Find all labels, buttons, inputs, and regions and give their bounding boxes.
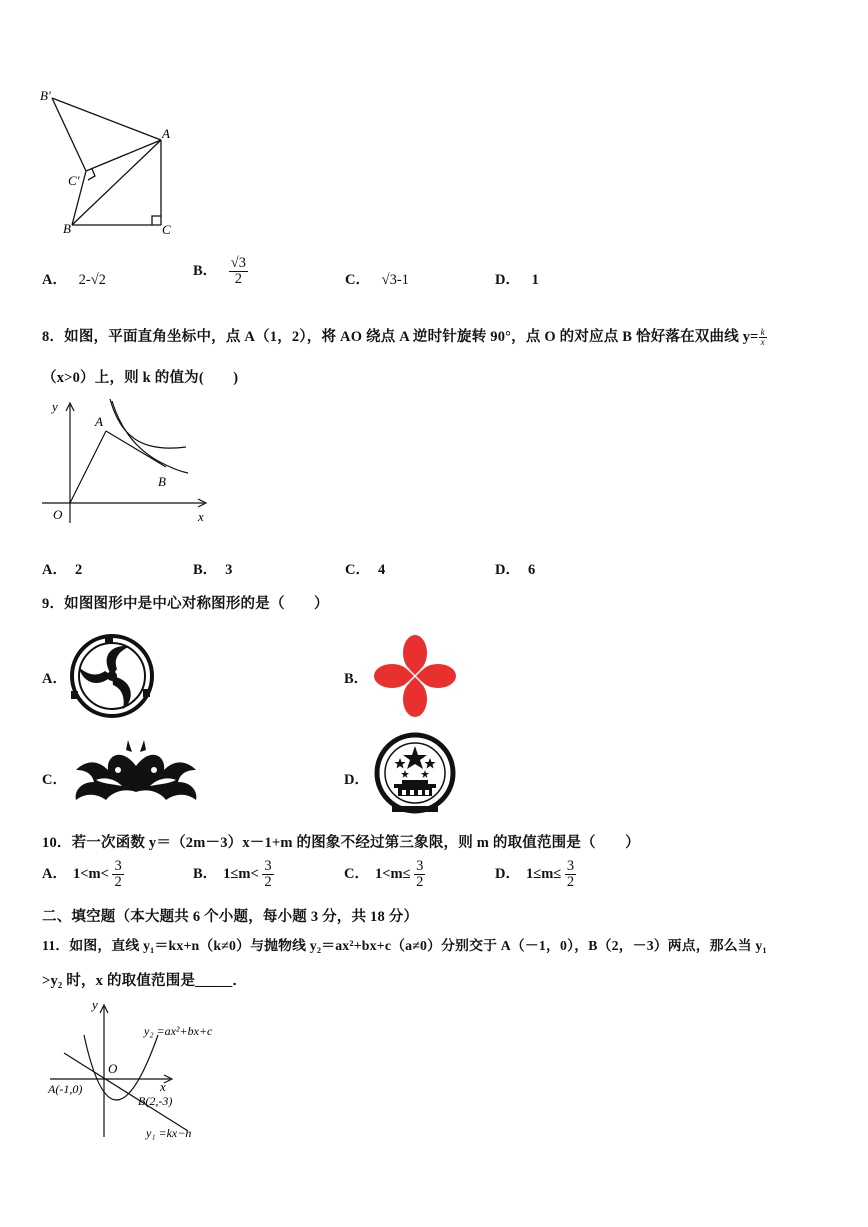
q10-option-d-num: 3 [566, 858, 575, 874]
q11-label-x: x [160, 1079, 166, 1094]
q8-fraction [759, 328, 767, 348]
q10-option-c-num: 3 [416, 858, 424, 874]
q10-option-a-num: 3 [114, 858, 122, 874]
q10-option-d-fraction [565, 859, 576, 890]
q9-option-d-label[interactable]: D． [344, 772, 369, 788]
q7-option-c-label: C． [345, 272, 370, 288]
q9-option-b-label[interactable]: B． [344, 671, 369, 687]
q8-stem-line1 [42, 325, 767, 348]
q7-label-cprime: C′ [68, 173, 80, 188]
q10-option-b-num: 3 [264, 858, 272, 874]
q10-option-d[interactable] [495, 859, 576, 890]
q8-frac-num: k [760, 326, 765, 337]
q11-label-y: y [92, 997, 98, 1012]
q8-option-d[interactable] [495, 558, 535, 579]
q11-stem-line1: 11．如图，直线 y₁＝kx+n（k≠0）与抛物线 y₂＝ax²+bx+c（a≠0）分别交于 A（－1，0），B（2，－3）两点，那么当 y₁ [42, 938, 767, 953]
q10-option-b-prefix: 1≤m< [223, 866, 259, 883]
q10-option-a-label: A． [42, 866, 67, 883]
q8-option-b[interactable] [193, 558, 232, 579]
q10-option-c-label: C． [344, 866, 369, 883]
q9-option-c-label[interactable]: C． [42, 772, 67, 788]
q8-option-d-label: D． [495, 562, 520, 578]
q11-stem-line2 [42, 969, 247, 990]
q10-option-c[interactable] [344, 859, 425, 890]
q7-option-d[interactable] [495, 268, 539, 289]
q11-label-o: O [108, 1061, 118, 1076]
q8-label-o: O [53, 507, 63, 522]
q7-label-bprime: B′ [40, 88, 51, 103]
q8-option-b-value: 3 [225, 562, 233, 578]
q8-option-a-label: A． [42, 562, 67, 578]
q7-option-b[interactable] [193, 256, 248, 287]
q7-option-b-den: 2 [234, 271, 243, 288]
q7-option-d-value: 1 [531, 272, 539, 288]
q7-option-d-label: D． [495, 272, 520, 288]
q8-option-c[interactable] [345, 558, 385, 579]
q11-label-y2: y₂ =ax²+bx+c [144, 1024, 213, 1038]
q8-option-c-label: C． [345, 562, 370, 578]
q8-option-b-label: B． [193, 562, 218, 578]
q10-option-c-prefix: 1<m≤ [374, 866, 411, 883]
q10-option-d-den: 2 [566, 874, 575, 891]
q9-bird-pattern-icon [66, 736, 206, 814]
q8-option-a[interactable] [42, 558, 82, 579]
q9-triskelion-emblem-icon [67, 633, 157, 719]
q7-figure [38, 88, 178, 238]
q7-option-c-value: √3-1 [381, 272, 409, 288]
q11-label-b: B(2,-3) [138, 1094, 173, 1108]
q8-label-a: A [95, 414, 103, 429]
q10-option-a-den: 2 [114, 874, 122, 891]
q11-label-y1: y₁ =kx−n [146, 1126, 192, 1140]
q8-frac-den: x [760, 337, 765, 348]
q9-red-flower-icon [370, 633, 460, 719]
q11-line [64, 1053, 188, 1131]
q9-national-emblem-icon [372, 730, 458, 820]
q8-option-d-value: 6 [527, 562, 536, 578]
q10-option-b[interactable] [193, 859, 274, 890]
q7-option-a-value: 2-√2 [78, 272, 106, 288]
q7-option-b-fraction [229, 256, 248, 287]
q7-option-b-label: B． [193, 263, 218, 280]
q10-option-a-fraction [112, 859, 123, 890]
q7-option-c[interactable] [345, 268, 409, 289]
q10-option-d-prefix: 1≤m≤ [525, 866, 562, 883]
q10-option-b-fraction [262, 859, 273, 890]
q8-hyperbola [112, 401, 188, 473]
q11-label-a: A(-1,0) [48, 1082, 83, 1096]
q8-label-y: y [52, 399, 58, 414]
q7-option-b-num: √3 [230, 255, 247, 271]
q10-option-b-den: 2 [264, 874, 272, 891]
q8-line1-text: 8．如图，平面直角坐标中，点 A（1，2），将 AO 绕点 A 逆时针旋转 90°，点 O 的对应点 B 恰好落在双曲线 y= [42, 329, 759, 345]
q9-stem: 9．如图图形中是中心对称图形的是（ ） [42, 596, 329, 612]
q7-label-b: B [63, 221, 71, 236]
section2-heading: 二、填空题（本大题共 6 个小题，每小题 3 分，共 18 分） [42, 909, 419, 925]
q8-label-x: x [198, 509, 204, 524]
q11-figure [40, 995, 240, 1145]
q8-option-a-value: 2 [74, 562, 83, 578]
q11-parabola [84, 1035, 158, 1100]
q10-option-d-label: D． [495, 866, 520, 883]
q7-option-a-label: A． [42, 272, 67, 288]
q10-option-c-den: 2 [416, 874, 424, 891]
q10-option-a[interactable] [42, 859, 124, 890]
q10-option-a-prefix: 1<m< [72, 866, 109, 883]
q8-figure [40, 395, 220, 530]
q10-stem: 10．若一次函数 y＝（2m－3）x－1+m 的图象不经过第三象限，则 m 的取值范围是（ ） [42, 835, 640, 851]
q8-option-c-value: 4 [377, 562, 386, 578]
q10-option-b-label: B． [193, 866, 218, 883]
q7-label-a: A [162, 126, 170, 141]
q10-option-c-fraction [414, 859, 425, 890]
q8-stem-line2: （x>0）上，则 k 的值为( ) [42, 370, 239, 386]
q7-label-c: C [162, 222, 171, 237]
q11-line2-text: >y₂ 时，x 的取值范围是_____． [42, 973, 248, 989]
q9-option-a-label[interactable]: A． [42, 671, 67, 687]
q7-option-a[interactable] [42, 268, 106, 289]
q8-label-b: B [158, 474, 166, 489]
